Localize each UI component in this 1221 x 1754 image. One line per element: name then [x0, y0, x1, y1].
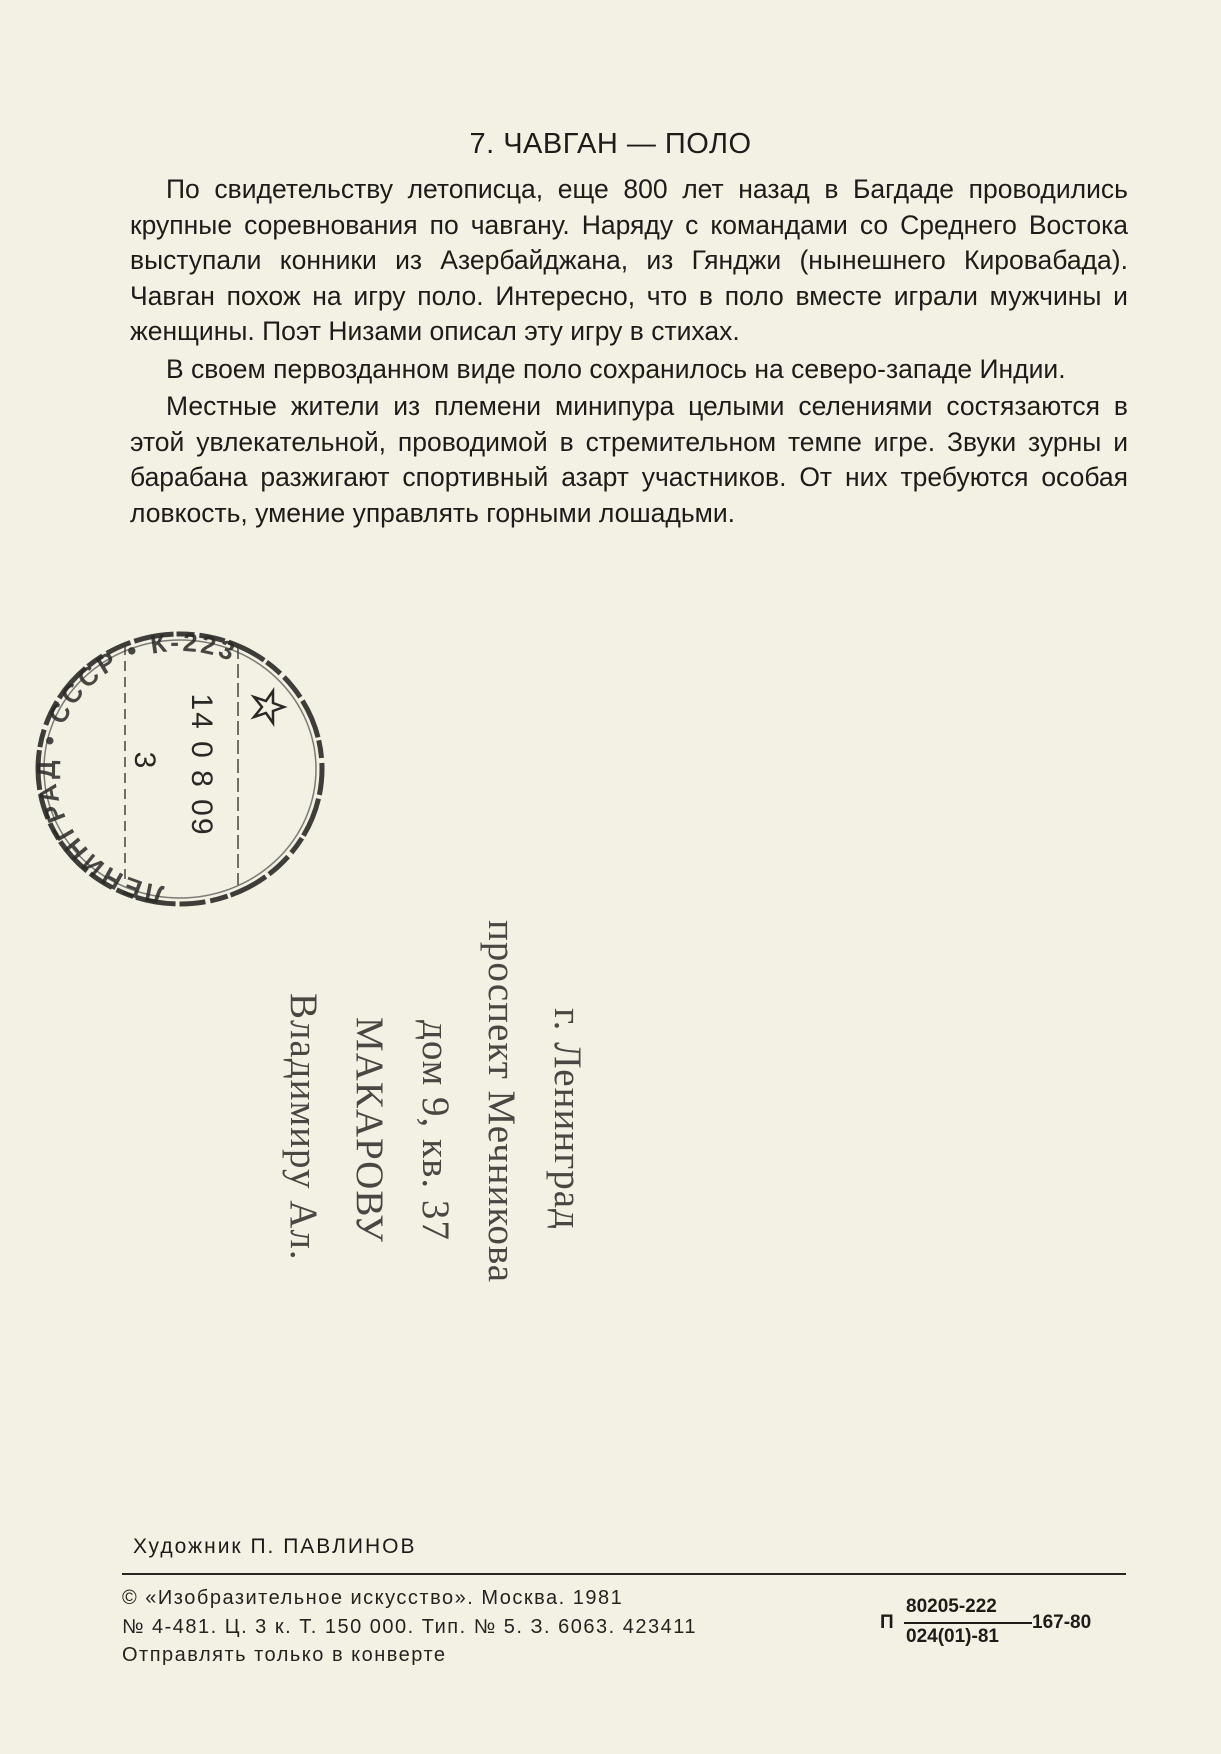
artist-credit: Художник П. ПАВЛИНОВ [133, 1535, 417, 1558]
card-title: 7. ЧАВГАН — ПОЛО [469, 128, 752, 160]
price-code-suffix: 167-80 [1032, 1612, 1092, 1633]
imprint-details: № 4-481. Ц. 3 к. Т. 150 000. Тип. № 5. З. 6063. 423411 [122, 1615, 698, 1638]
imprint-block [122, 1584, 697, 1670]
price-code-numerator: 80205-222 [906, 1596, 997, 1617]
recipient-address [270, 920, 600, 1283]
address-name: Владимиру Ал. [282, 993, 325, 1261]
description-text [130, 172, 1128, 533]
paragraph-3: Местные жители из племени минипура целыми селениями состязаются в этой увлекательной, проводимой в стремительном темпе игре. Звуки зурны и барабана разжигают спортивный азарт участников. От них требуются особая ловкость, умение управлять горными лошадьми. [130, 391, 1128, 528]
imprint-note: Отправлять только в конверте [122, 1644, 447, 1666]
postmark-center: 3 [128, 751, 161, 769]
address-city: г. Ленинград [546, 1008, 589, 1230]
price-code-fraction-bar [904, 1622, 1032, 1624]
paragraph-2: В своем первозданном виде поло сохранилось на северо-западе Индии. [166, 353, 1066, 384]
paragraph-1: По свидетельству летописца, еще 800 лет назад в Багдаде проводились крупные соревнования по чавгану. Наряду с командами со Среднего Востока выступали конники из Азербайджана, из Гянджи (нынешнего Кировабада). Чавган похож на игру поло. Интересно, что в поло вместе играли мужчины и женщины. Поэт Низами описал эту игру в стихах. [130, 174, 1128, 346]
address-street: проспект Мечникова [480, 920, 523, 1284]
divider [122, 1573, 1126, 1575]
star-icon [254, 691, 284, 723]
address-surname: МАКАРОВУ [348, 1017, 391, 1243]
postmark-date: 14 0 8 09 [185, 693, 218, 837]
imprint-publisher: © «Изобразительное искусство». Москва. 1981 [122, 1587, 624, 1609]
address-house: дом 9, кв. 37 [414, 1020, 457, 1241]
postmark-stamp [20, 615, 340, 915]
price-code-prefix: П [880, 1612, 894, 1633]
postmark-ring-text: ЛЕНИНГРАД • СССР • К-223 [30, 626, 242, 911]
price-code-denominator: 024(01)-81 [906, 1626, 999, 1647]
